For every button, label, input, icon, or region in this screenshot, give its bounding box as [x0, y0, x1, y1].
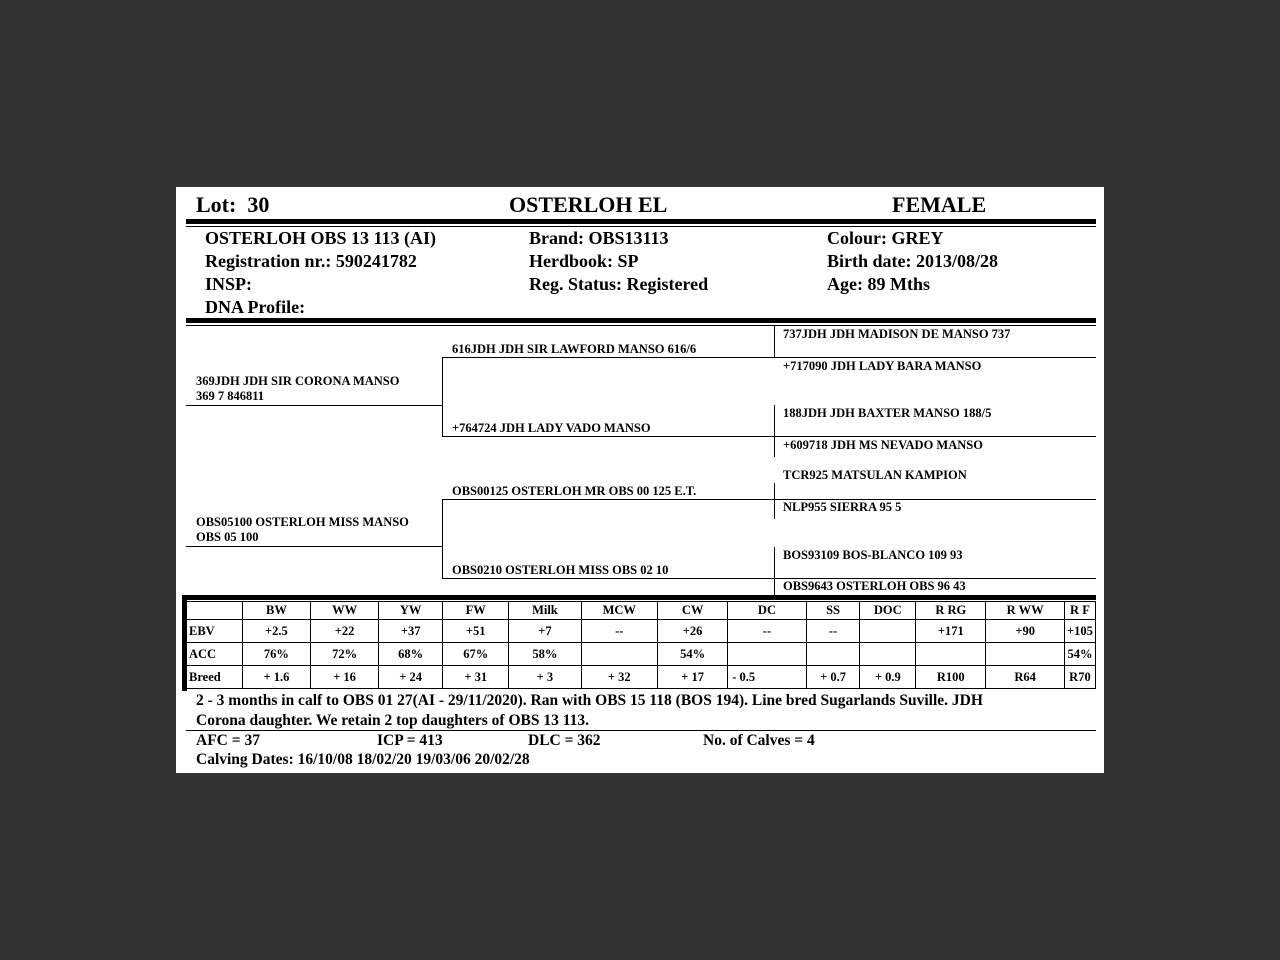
table-cell: +90: [986, 620, 1064, 643]
table-cell: R70: [1064, 666, 1095, 689]
table-cell: +171: [916, 620, 986, 643]
sex: FEMALE: [892, 192, 987, 217]
pedigree-divider: [182, 595, 1096, 600]
ggp-bracket-3: [774, 483, 775, 519]
table-cell: +7: [509, 620, 581, 643]
ggp-1: 737JDH JDH MADISON DE MANSO 737: [783, 327, 1011, 341]
header-divider: [186, 219, 1096, 224]
afc: AFC = 37: [196, 732, 260, 749]
table-cell: +37: [379, 620, 443, 643]
animal-card: [176, 187, 1104, 773]
birth-date: Birth date: 2013/08/28: [827, 251, 998, 271]
table-cell: [806, 643, 860, 666]
table-cell: [916, 643, 986, 666]
animal-name: OSTERLOH OBS 13 113 (AI): [205, 228, 437, 248]
table-cell: + 31: [443, 666, 509, 689]
ggp-mid-line-1: [774, 357, 1096, 358]
column-header: SS: [806, 602, 860, 620]
table-cell: + 1.6: [242, 666, 310, 689]
reg-status: Reg. Status: Registered: [529, 274, 709, 294]
table-cell: 67%: [443, 643, 509, 666]
table-cell: +2.5: [242, 620, 310, 643]
ggp-bracket-4: [774, 547, 775, 597]
column-header: R RG: [916, 602, 986, 620]
herdbook: Herdbook: SP: [529, 251, 639, 271]
table-cell: [860, 620, 916, 643]
animal-info-middle: [529, 227, 708, 296]
dna-profile-label: DNA Profile:: [205, 297, 306, 317]
info-divider-thin: [186, 325, 1096, 326]
table-cell: + 16: [310, 666, 378, 689]
sire-sire: 616JDH JDH SIR LAWFORD MANSO 616/6: [452, 342, 697, 356]
dam-sire-line: [442, 499, 774, 500]
column-header: MCW: [581, 602, 657, 620]
ggp-2: +717090 JDH LADY BARA MANSO: [783, 359, 982, 373]
table-cell: 54%: [1064, 643, 1095, 666]
animal-info-left: [205, 227, 436, 319]
table-cell: [728, 643, 806, 666]
column-header: CW: [657, 602, 727, 620]
table-cell: [986, 643, 1064, 666]
table-cell: + 0.9: [860, 666, 916, 689]
dam-dam-line: [442, 578, 774, 579]
table-cell: + 24: [379, 666, 443, 689]
sire-bracket: [442, 357, 443, 437]
column-header: WW: [310, 602, 378, 620]
table-cell: [860, 643, 916, 666]
column-header: DC: [728, 602, 806, 620]
dam: OBS05100 OSTERLOH MISS MANSO OBS 05 100: [196, 515, 409, 544]
table-cell: +105: [1064, 620, 1095, 643]
table-cell: +26: [657, 620, 727, 643]
table-cell: 58%: [509, 643, 581, 666]
table-cell: [581, 643, 657, 666]
lot-label: Lot: 30: [196, 192, 270, 217]
lot-number: 30: [247, 192, 270, 217]
animal-info-right: [827, 227, 998, 296]
row-label: EBV: [185, 620, 243, 643]
column-header: FW: [443, 602, 509, 620]
brand: Brand: OBS13113: [529, 228, 669, 248]
ggp-4: +609718 JDH MS NEVADO MANSO: [783, 438, 983, 452]
ggp-8: OBS9643 OSTERLOH OBS 96 43: [783, 579, 966, 593]
column-header: YW: [379, 602, 443, 620]
row-label: Breed: [185, 666, 243, 689]
dam-sire: OBS00125 OSTERLOH MR OBS 00 125 E.T.: [452, 484, 697, 498]
table-cell: 68%: [379, 643, 443, 666]
colour: Colour: GREY: [827, 228, 944, 248]
table-cell: R100: [916, 666, 986, 689]
table-cell: - 0.5: [728, 666, 806, 689]
notes: [196, 691, 983, 731]
notes-line-1: 2 - 3 months in calf to OBS 01 27(AI - 29/11/2020). Ran with OBS 15 118 (BOS 194). Line bred Sugarlands Suville. JDH: [196, 692, 983, 709]
ggp-mid-line-4: [774, 578, 1096, 579]
sire-dam-line: [442, 436, 774, 437]
ggp-5: TCR925 MATSULAN KAMPION: [783, 468, 967, 482]
herd-name: OSTERLOH EL: [509, 192, 668, 217]
dlc: DLC = 362: [528, 732, 601, 749]
acc-row: [185, 643, 1096, 666]
breed-row: [185, 666, 1096, 689]
dam-dam: OBS0210 OSTERLOH MISS OBS 02 10: [452, 563, 669, 577]
table-cell: +51: [443, 620, 509, 643]
table-cell: + 3: [509, 666, 581, 689]
ggp-mid-line-3: [774, 499, 1096, 500]
sire: 369JDH JDH SIR CORONA MANSO 369 7 846811: [196, 374, 400, 403]
calves-count: No. of Calves = 4: [703, 732, 815, 749]
table-cell: +22: [310, 620, 378, 643]
sire-line: [186, 405, 442, 406]
notes-divider: [186, 730, 1096, 731]
dam-bracket: [442, 499, 443, 579]
ggp-mid-line-2: [774, 436, 1096, 437]
column-header: BW: [242, 602, 310, 620]
ggp-bracket-1: [774, 326, 775, 358]
table-cell: --: [728, 620, 806, 643]
age: Age: 89 Mths: [827, 274, 930, 294]
ggp-3: 188JDH JDH BAXTER MANSO 188/5: [783, 406, 992, 420]
table-cell: + 32: [581, 666, 657, 689]
ggp-7: BOS93109 BOS-BLANCO 109 93: [783, 548, 963, 562]
table-cell: R64: [986, 666, 1064, 689]
column-header: [185, 602, 243, 620]
ggp-bracket-2: [774, 405, 775, 457]
registration-number: Registration nr.: 590241782: [205, 251, 417, 271]
table-cell: 54%: [657, 643, 727, 666]
info-divider: [186, 318, 1096, 323]
column-header: R WW: [986, 602, 1064, 620]
column-header: Milk: [509, 602, 581, 620]
ggp-6: NLP955 SIERRA 95 5: [783, 500, 902, 514]
ebv-row: [185, 620, 1096, 643]
sire-dam: +764724 JDH LADY VADO MANSO: [452, 421, 651, 435]
calving-dates: Calving Dates: 16/10/08 18/02/20 19/03/06 20/02/28: [196, 751, 530, 768]
column-header: DOC: [860, 602, 916, 620]
ebv-table: [184, 601, 1096, 689]
table-cell: + 0.7: [806, 666, 860, 689]
row-label: ACC: [185, 643, 243, 666]
notes-line-2: Corona daughter. We retain 2 top daughters of OBS 13 113.: [196, 712, 590, 729]
table-cell: --: [581, 620, 657, 643]
icp: ICP = 413: [377, 732, 443, 749]
column-header: R F: [1064, 602, 1095, 620]
table-cell: --: [806, 620, 860, 643]
ebv-header-row: [185, 602, 1096, 620]
insp-label: INSP:: [205, 274, 253, 294]
table-cell: 76%: [242, 643, 310, 666]
sire-sire-line: [442, 357, 774, 358]
table-cell: + 17: [657, 666, 727, 689]
dam-line: [186, 546, 442, 547]
table-cell: 72%: [310, 643, 378, 666]
